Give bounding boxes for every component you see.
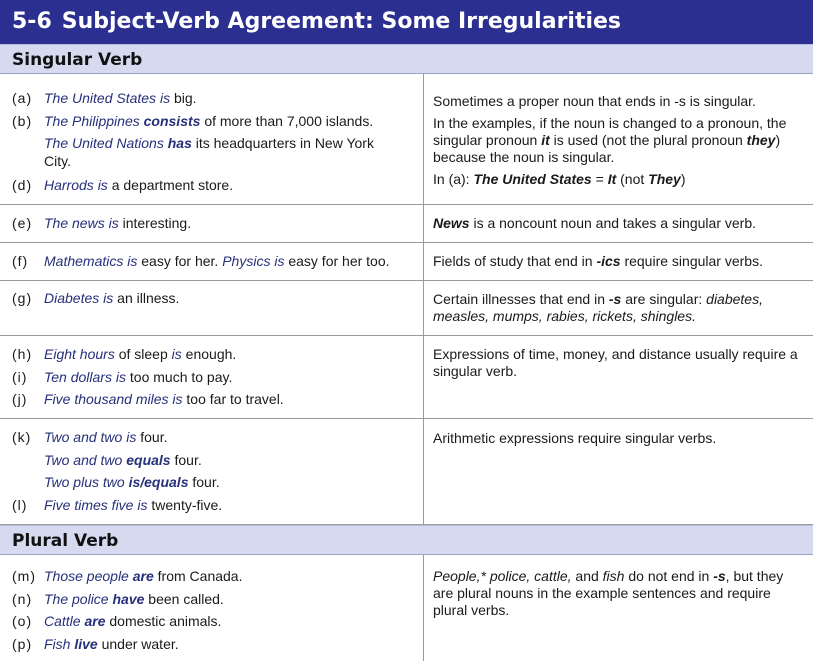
plural-verb-heading [0,525,813,555]
singular-verb-heading [0,44,813,74]
example-l: (l) Five times five is twenty-five. [12,496,223,513]
example-i: (i) Ten dollars is too much to pay. [12,368,233,385]
example-e: (e) The news is interesting. [12,215,192,231]
example-h: (h) Eight hours of sleep is enough. [12,346,237,362]
rule-row-fields-of-study [0,243,813,281]
note-time-money-distance: Expressions of time, money, and distance usually require a singular verb. [433,346,798,379]
note-news: News is a noncount noun and takes a singular verb. [433,215,756,231]
example-k-equals: Two and two equals four. [44,451,202,468]
example-a: (a) The United States is big. [12,90,197,106]
example-d: (d) Harrods is a department store. [12,177,234,193]
example-g: (g) Diabetes is an illness. [12,290,180,306]
note-plural-nouns: People,* police, cattle, and fish do not end in -s, but they are plural nouns in the example sentences and require plural verbs. [433,568,784,618]
example-p: (p) Fish live under water. [12,635,179,652]
singular-verb-heading-text: Singular Verb [12,50,143,70]
note-fields-of-study: Fields of study that end in -ics require singular verbs. [433,253,763,269]
chart-title-bar [0,0,813,44]
example-n: (n) The police have been called. [12,590,224,607]
note-arithmetic: Arithmetic expressions require singular verbs. [433,430,717,446]
rule-row-arithmetic [0,419,813,525]
example-k-plus: Two plus two is/equals four. [44,474,220,490]
example-c: The United Nations has its headquarters in New York City. [44,135,374,169]
example-f: (f) Mathematics is easy for her. Physics is easy for her too. [12,253,390,269]
chart-number: 5-6 [12,9,52,34]
rule-row-time-money-distance [0,336,813,419]
example-k: (k) Two and two is four. [12,429,168,445]
chart-title: Subject-Verb Agreement: Some Irregularities [61,9,622,34]
rule-row-plural-nouns [0,555,813,661]
example-j: (j) Five thousand miles is too far to travel. [12,391,284,407]
note-illnesses: Certain illnesses that end in -s are singular: diabetes, measles, mumps, rabies, rickets, shingles. [433,291,763,324]
rule-row-proper-nouns [0,74,813,205]
example-b: (b) The Philippines consists of more than 7,000 islands. [12,112,374,129]
rule-row-illnesses [0,281,813,336]
note-proper-nouns: Sometimes a proper noun that ends in -s is singular. In the examples, if the noun is changed to a pronoun, the singular pronoun it is used (not the plural pronoun they) because the noun is singular. In (a): The United States = It (not They) [433,93,787,187]
example-m: (m) Those people are from Canada. [12,568,243,584]
example-o: (o) Cattle are domestic animals. [12,613,222,629]
plural-verb-heading-text: Plural Verb [12,531,119,551]
rule-row-news [0,205,813,243]
